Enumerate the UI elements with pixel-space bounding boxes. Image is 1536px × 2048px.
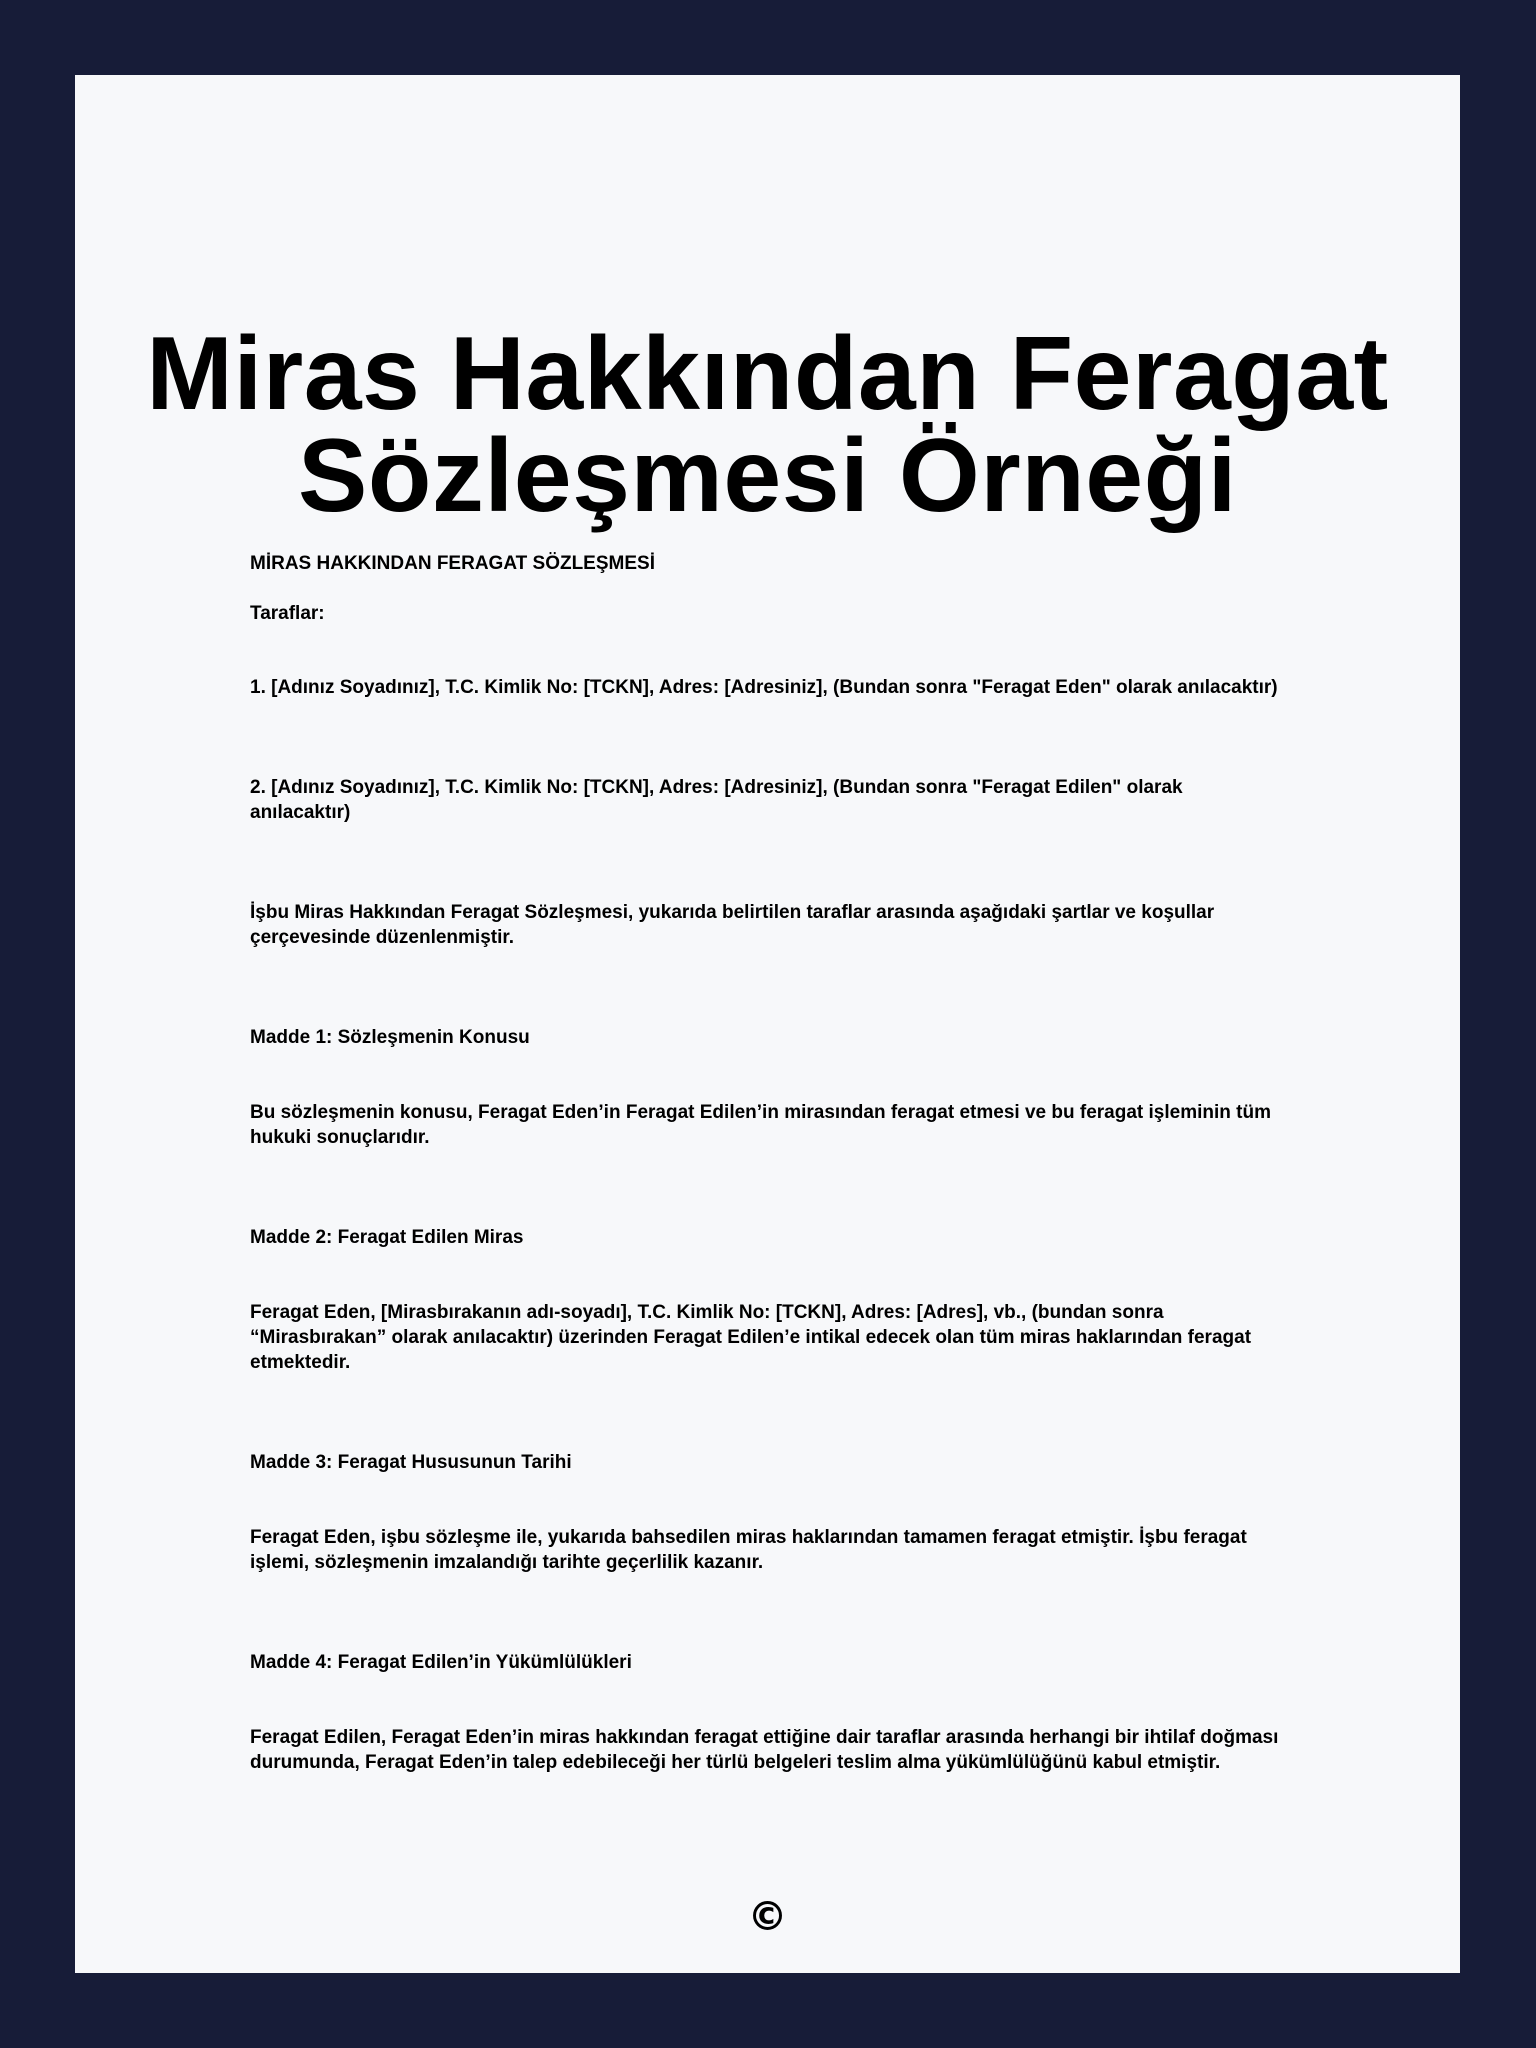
contract-heading: MİRAS HAKKINDAN FERAGAT SÖZLEŞMESİ — [250, 553, 655, 574]
title-line-2: Sözleşmesi Örneği — [297, 418, 1238, 534]
article-4-title: Madde 4: Feragat Edilen’in Yükümlülükleri — [250, 1652, 632, 1673]
copyright-icon: © — [747, 1894, 788, 1940]
document-title — [75, 316, 1460, 534]
article-2-title: Madde 2: Feragat Edilen Miras — [250, 1227, 524, 1248]
article-4-text: Feragat Edilen, Feragat Eden’in miras hakkından feragat ettiğine dair taraflar arasında herhangi bir ihtilaf doğması durumunda, Feragat Eden’in talep edebileceği her türlü belgeleri teslim alma yükümlülüğünü kabul etmiştir. — [250, 1727, 1279, 1773]
parties-label: Taraflar: — [250, 603, 325, 624]
party-2: 2. [Adınız Soyadınız], T.C. Kimlik No: [TCKN], Adres: [Adresiniz], (Bundan sonra "Feragat Edilen" olarak anılacaktır) — [250, 777, 1183, 823]
article-1-title: Madde 1: Sözleşmenin Konusu — [250, 1027, 530, 1048]
document-page — [75, 75, 1460, 1973]
article-1-text: Bu sözleşmenin konusu, Feragat Eden’in Feragat Edilen’in mirasından feragat etmesi ve bu feragat işleminin tüm hukuki sonuçlarıdır. — [250, 1102, 1271, 1148]
article-2-text: Feragat Eden, [Mirasbırakanın adı-soyadı], T.C. Kimlik No: [TCKN], Adres: [Adres], vb., (bundan sonra “Mirasbırakan” olarak anılacaktır) üzerinden Feragat Edilen’e intikal edecek olan tüm miras haklarından feragat etmektedir. — [250, 1302, 1252, 1373]
title-line-1: Miras Hakkından Feragat — [146, 316, 1389, 432]
intro-paragraph: İşbu Miras Hakkından Feragat Sözleşmesi, yukarıda belirtilen taraflar arasında aşağıdaki şartlar ve koşullar çerçevesinde düzenlenmiştir. — [250, 902, 1215, 948]
article-3-text: Feragat Eden, işbu sözleşme ile, yukarıda bahsedilen miras haklarından tamamen feragat etmiştir. İşbu feragat işlemi, sözleşmenin imzalandığı tarihte geçerlilik kazanır. — [250, 1527, 1247, 1573]
party-1: 1. [Adınız Soyadınız], T.C. Kimlik No: [TCKN], Adres: [Adresiniz], (Bundan sonra "Feragat Eden" olarak anılacaktır) — [250, 677, 1278, 698]
article-3-title: Madde 3: Feragat Hususunun Tarihi — [250, 1452, 572, 1473]
